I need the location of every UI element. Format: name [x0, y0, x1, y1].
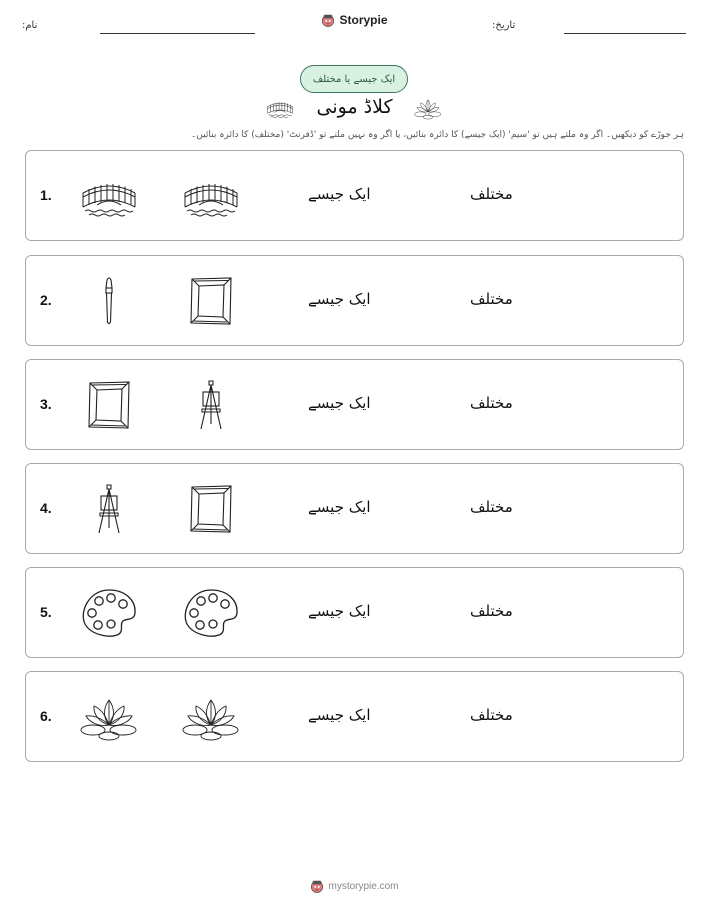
- different-option[interactable]: مختلف: [470, 498, 513, 516]
- easel-icon: [181, 380, 241, 430]
- row-number: 5.: [40, 604, 52, 620]
- date-label: تاریخ:: [492, 20, 516, 31]
- bridge-icon: [181, 171, 241, 221]
- different-option[interactable]: مختلف: [470, 185, 513, 203]
- date-line[interactable]: [564, 33, 686, 34]
- different-option[interactable]: مختلف: [470, 706, 513, 724]
- page-title: کلاڈ مونی: [316, 96, 393, 118]
- same-option[interactable]: ایک جیسے: [308, 602, 371, 620]
- exercise-row: [25, 255, 684, 346]
- same-option[interactable]: ایک جیسے: [308, 394, 371, 412]
- title-row: [0, 96, 709, 126]
- brand: [0, 12, 709, 31]
- exercise-row: [25, 567, 684, 658]
- easel-icon: [79, 484, 139, 534]
- row-number: 3.: [40, 396, 52, 412]
- row-number: 2.: [40, 292, 52, 308]
- palette-icon: [181, 588, 241, 638]
- name-label: نام:: [22, 20, 38, 31]
- picture-frame-icon: [181, 484, 241, 534]
- instructions: ہر جوڑے کو دیکھیں۔ اگر وہ ملتے ہیں تو 'سیم' (ایک جیسے) کا دائرہ بنائیں، یا اگر وہ نہیں ملتے تو 'ڈفرنٹ' (مختلف) کا دائرہ بنائیں۔: [191, 130, 684, 140]
- row-number: 4.: [40, 500, 52, 516]
- same-option[interactable]: ایک جیسے: [308, 290, 371, 308]
- water-lily-icon: [412, 96, 444, 120]
- topic-badge: ایک جیسے یا مختلف: [300, 65, 408, 93]
- same-option[interactable]: ایک جیسے: [308, 498, 371, 516]
- row-number: 1.: [40, 187, 52, 203]
- water-lily-icon: [79, 692, 139, 742]
- exercise-row: [25, 671, 684, 762]
- name-line[interactable]: [100, 33, 255, 34]
- exercise-row: [25, 150, 684, 241]
- bridge-icon: [79, 171, 139, 221]
- footer-site[interactable]: mystorypie.com: [328, 880, 399, 892]
- picture-frame-icon: [181, 276, 241, 326]
- footer: [0, 878, 709, 897]
- different-option[interactable]: مختلف: [470, 602, 513, 620]
- brand-name: Storypie: [339, 13, 388, 27]
- different-option[interactable]: مختلف: [470, 290, 513, 308]
- palette-icon: [79, 588, 139, 638]
- same-option[interactable]: ایک جیسے: [308, 185, 371, 203]
- row-number: 6.: [40, 708, 52, 724]
- exercise-row: [25, 463, 684, 554]
- paintbrush-icon: [79, 276, 139, 326]
- picture-frame-icon: [79, 380, 139, 430]
- storypie-mascot-icon: [310, 879, 324, 893]
- storypie-mascot-icon: [321, 13, 335, 27]
- same-option[interactable]: ایک جیسے: [308, 706, 371, 724]
- different-option[interactable]: مختلف: [470, 394, 513, 412]
- exercise-row: [25, 359, 684, 450]
- water-lily-icon: [181, 692, 241, 742]
